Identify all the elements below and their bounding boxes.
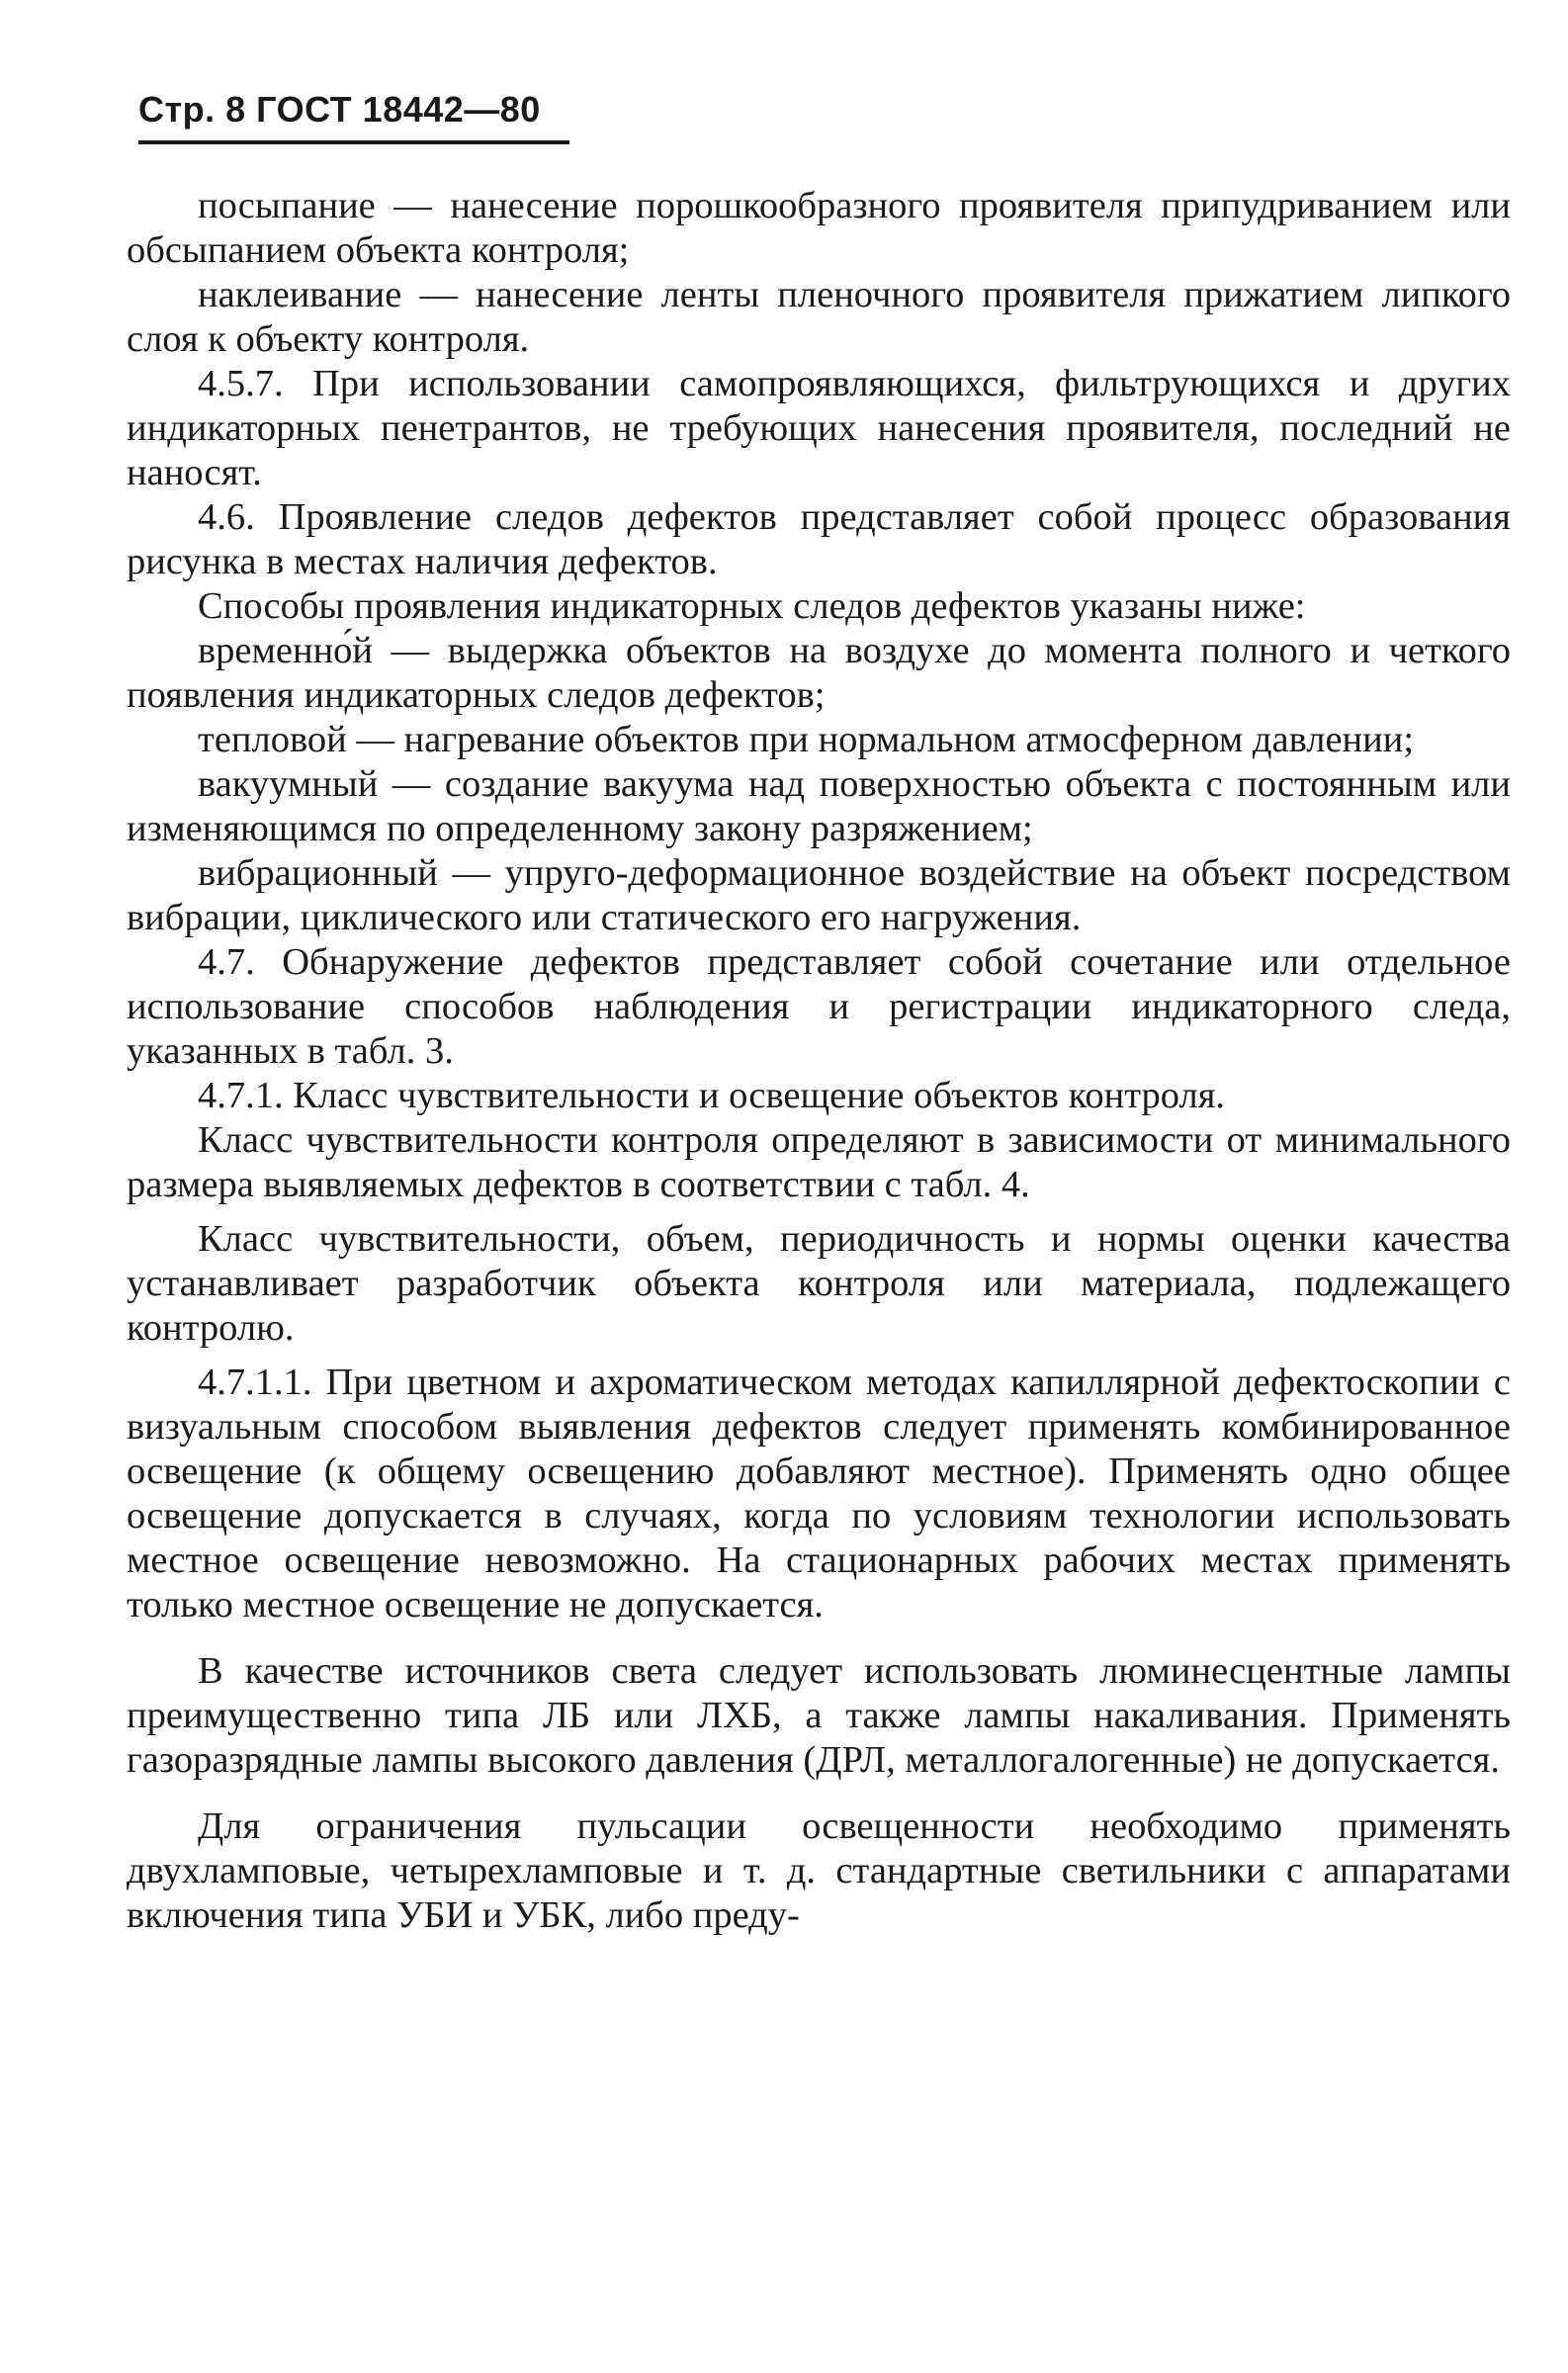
paragraph-nakleivanie: наклеивание — нанесение ленты пленочного проявителя прижатием липкого слоя к объекту контроля. bbox=[127, 274, 1511, 360]
page-header: Стр. 8 ГОСТ 18442—80 bbox=[138, 89, 541, 130]
paragraph-4-7-1-1: 4.7.1.1. При цветном и ахроматическом методах капиллярной дефектоскопии с визуальным способом выявления дефектов следует применять комбинированное освещение (к общему освещению добавляют местное). Применять одно общее освещение допускается в случаях, когда по условиям технологии использовать местное освещение невозможно. На стационарных рабочих местах применять только местное освещение не допускается. bbox=[127, 1362, 1511, 1626]
paragraph-vibratsionnyy: вибрационный — упруго-деформационное воздействие на объект посредством вибрации, циклического или статического его нагружения. bbox=[127, 852, 1511, 938]
paragraph-light-sources: В качестве источников света следует использовать люминесцентные лампы преимущественно типа ЛБ или ЛХБ, а также лампы накаливания. Применять газоразрядные лампы высокого давления (ДРЛ, металлогалогенные) не допускается. bbox=[127, 1650, 1511, 1781]
paragraph-pulsation: Для ограничения пульсации освещенности необходимо применять двухламповые, четырехламповые и т. д. стандартные светильники с аппаратами включения типа УБИ и УБК, либо преду- bbox=[127, 1805, 1511, 1936]
paragraph-vremennoy: временно́й — выдержка объектов на воздухе до момента полного и четкого появления индикаторных следов дефектов; bbox=[127, 630, 1511, 716]
paragraph-sensitivity-class: Класс чувствительности контроля определяют в зависимости от минимального размера выявляемых дефектов в соответствии с табл. 4. bbox=[127, 1119, 1511, 1205]
paragraph-sensitivity-volume: Класс чувствительности, объем, периодичность и нормы оценки качества устанавливает разработчик объекта контроля или материала, подлежащего контролю. bbox=[127, 1218, 1511, 1349]
paragraph-4-5-7: 4.5.7. При использовании самопроявляющихся, фильтрующихся и других индикаторных пенетрантов, не требующих нанесения проявителя, последний не наносят. bbox=[127, 363, 1511, 493]
paragraph-posypanie: посыпание — нанесение порошкообразного проявителя припудриванием или обсыпанием объекта контроля; bbox=[127, 185, 1511, 271]
body-text bbox=[127, 184, 1511, 1938]
paragraph-4-7-1: 4.7.1. Класс чувствительности и освещение объектов контроля. bbox=[198, 1075, 1226, 1116]
paragraph-teplovoy: тепловой — нагревание объектов при нормальном атмосферном давлении; bbox=[198, 719, 1415, 760]
paragraph-4-7: 4.7. Обнаружение дефектов представляет собой сочетание или отдельное использование способов наблюдения и регистрации индикаторного следа, указанных в табл. 3. bbox=[127, 941, 1511, 1072]
header-rule bbox=[138, 140, 569, 144]
paragraph-vakuumnyy: вакуумный — создание вакуума над поверхностью объекта с постоянным или изменяющимся по определенному закону разряжением; bbox=[127, 763, 1511, 849]
paragraph-4-6: 4.6. Проявление следов дефектов представляет собой процесс образования рисунка в местах наличия дефектов. bbox=[127, 496, 1511, 582]
paragraph-methods-intro: Способы проявления индикаторных следов дефектов указаны ниже: bbox=[198, 585, 1306, 627]
